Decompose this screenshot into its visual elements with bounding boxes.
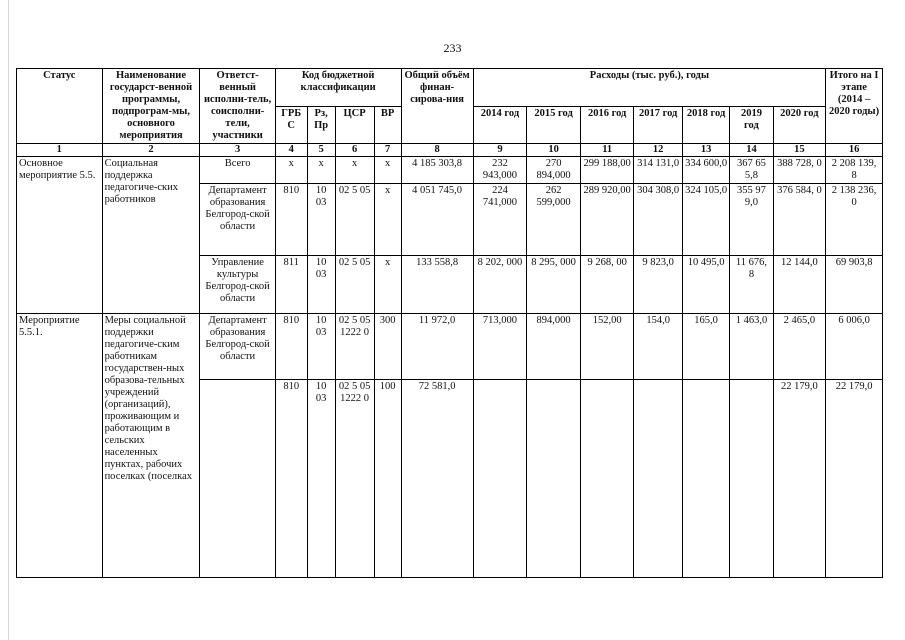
- column-number: 3: [200, 144, 275, 157]
- header-expenses: Расходы (тыс. руб.), годы: [473, 69, 826, 107]
- scan-edge-line: [8, 0, 9, 640]
- header-year-2015: 2015 год: [527, 106, 581, 144]
- value-2019-cell: [730, 380, 773, 578]
- name-cell: Меры социальной поддержки педагогиче-ским работникам государствен-ных образова-тельных учреждений (организаций), проживающим и работающим в сельских населенных пунктах, рабочих поселках (поселках: [102, 314, 200, 578]
- rzpr-cell: 10 03: [307, 256, 335, 314]
- total-cell: 4 185 303,8: [401, 157, 473, 184]
- csr-cell: 02 5 05 1222 0: [335, 380, 374, 578]
- value-2014-cell: 232 943,000: [473, 157, 527, 184]
- header-row-1: [17, 69, 883, 107]
- value-2020-cell: 2 465,0: [773, 314, 826, 380]
- column-number: 15: [773, 144, 826, 157]
- column-number: 10: [527, 144, 581, 157]
- column-number: 16: [826, 144, 883, 157]
- column-number: 8: [401, 144, 473, 157]
- value-2016-cell: 9 268, 00: [580, 256, 634, 314]
- value-2014-cell: 713,000: [473, 314, 527, 380]
- name-cell: Социальная поддержка педагогичe-ских работников: [102, 157, 200, 314]
- value-2017-cell: [634, 380, 682, 578]
- column-number: 6: [335, 144, 374, 157]
- value-2017-cell: 9 823,0: [634, 256, 682, 314]
- column-number: 9: [473, 144, 527, 157]
- total-cell: 11 972,0: [401, 314, 473, 380]
- value-2020-cell: 376 584, 0: [773, 184, 826, 256]
- header-year-2020: 2020 год: [773, 106, 826, 144]
- csr-cell: х: [335, 157, 374, 184]
- value-2016-cell: [580, 380, 634, 578]
- column-number: 11: [580, 144, 634, 157]
- header-year-2014: 2014 год: [473, 106, 527, 144]
- value-2014-cell: 224 741,000: [473, 184, 527, 256]
- value-2017-cell: 154,0: [634, 314, 682, 380]
- column-number: 14: [730, 144, 773, 157]
- value-2019-cell: 367 65 5,8: [730, 157, 773, 184]
- value-2019-cell: 11 676, 8: [730, 256, 773, 314]
- table-row: [17, 157, 883, 184]
- column-number-row: [17, 144, 883, 157]
- value-2020-cell: 12 144,0: [773, 256, 826, 314]
- value-2018-cell: 334 600,0: [682, 157, 729, 184]
- column-number: 13: [682, 144, 729, 157]
- executor-cell: [200, 380, 275, 578]
- vr-cell: 300: [374, 314, 401, 380]
- value-2017-cell: 314 131,0: [634, 157, 682, 184]
- header-executor: Ответст-венный исполни-тель, соисполни-тели, участники: [200, 69, 275, 144]
- grbs-cell: 810: [275, 184, 307, 256]
- column-number: 7: [374, 144, 401, 157]
- value-2018-cell: 165,0: [682, 314, 729, 380]
- total-cell: 72 581,0: [401, 380, 473, 578]
- header-year-2016: 2016 год: [580, 106, 634, 144]
- total-cell: 4 051 745,0: [401, 184, 473, 256]
- value-2015-cell: 262 599,000: [527, 184, 581, 256]
- stage-total-cell: 22 179,0: [826, 380, 883, 578]
- csr-cell: 02 5 05: [335, 184, 374, 256]
- header-name: Наименование государст-венной программы, подпрограм-мы, основного мероприятия: [102, 69, 200, 144]
- value-2015-cell: [527, 380, 581, 578]
- value-2020-cell: 22 179,0: [773, 380, 826, 578]
- value-2016-cell: 299 188,00: [580, 157, 634, 184]
- vr-cell: х: [374, 256, 401, 314]
- column-number: 1: [17, 144, 103, 157]
- column-number: 2: [102, 144, 200, 157]
- stage-total-cell: 2 138 236, 0: [826, 184, 883, 256]
- page-number: 233: [443, 41, 462, 55]
- value-2016-cell: 289 920,00: [580, 184, 634, 256]
- value-2018-cell: 10 495,0: [682, 256, 729, 314]
- header-budget-code: Код бюджетной классификации: [275, 69, 401, 107]
- value-2014-cell: 8 202, 000: [473, 256, 527, 314]
- value-2019-cell: 355 97 9,0: [730, 184, 773, 256]
- executor-cell: Департамент образования Белгород-ской области: [200, 314, 275, 380]
- rzpr-cell: х: [307, 157, 335, 184]
- value-2019-cell: 1 463,0: [730, 314, 773, 380]
- stage-total-cell: 69 903,8: [826, 256, 883, 314]
- status-cell: Мероприятие 5.5.1.: [17, 314, 103, 578]
- stage-total-cell: 2 208 139, 8: [826, 157, 883, 184]
- header-stage-total: Итого на I этапе (2014 – 2020 годы): [826, 69, 883, 144]
- value-2017-cell: 304 308,0: [634, 184, 682, 256]
- header-total-volume: Общий объём финан-сирова-ния: [401, 69, 473, 144]
- table-row: [17, 314, 883, 380]
- executor-cell: Всего: [200, 157, 275, 184]
- total-cell: 133 558,8: [401, 256, 473, 314]
- value-2014-cell: [473, 380, 527, 578]
- header-rzpr: Рз, Пр: [307, 106, 335, 144]
- header-vr: ВР: [374, 106, 401, 144]
- header-year-2019: 2019 год: [730, 106, 773, 144]
- status-cell: Основное мероприятие 5.5.: [17, 157, 103, 314]
- value-2018-cell: [682, 380, 729, 578]
- value-2018-cell: 324 105,0: [682, 184, 729, 256]
- column-number: 12: [634, 144, 682, 157]
- vr-cell: х: [374, 157, 401, 184]
- header-year-2017: 2017 год: [634, 106, 682, 144]
- value-2015-cell: 8 295, 000: [527, 256, 581, 314]
- header-status: Статус: [17, 69, 103, 144]
- rzpr-cell: 10 03: [307, 380, 335, 578]
- rzpr-cell: 10 03: [307, 184, 335, 256]
- value-2020-cell: 388 728, 0: [773, 157, 826, 184]
- value-2015-cell: 894,000: [527, 314, 581, 380]
- value-2016-cell: 152,00: [580, 314, 634, 380]
- grbs-cell: 811: [275, 256, 307, 314]
- grbs-cell: х: [275, 157, 307, 184]
- csr-cell: 02 5 05: [335, 256, 374, 314]
- rzpr-cell: 10 03: [307, 314, 335, 380]
- csr-cell: 02 5 05 1222 0: [335, 314, 374, 380]
- vr-cell: 100: [374, 380, 401, 578]
- header-grbs: ГРБ С: [275, 106, 307, 144]
- executor-cell: Департамент образования Белгород-ской области: [200, 184, 275, 256]
- grbs-cell: 810: [275, 314, 307, 380]
- header-csr: ЦСР: [335, 106, 374, 144]
- stage-total-cell: 6 006,0: [826, 314, 883, 380]
- grbs-cell: 810: [275, 380, 307, 578]
- column-number: 5: [307, 144, 335, 157]
- header-year-2018: 2018 год: [682, 106, 729, 144]
- vr-cell: х: [374, 184, 401, 256]
- budget-table: [16, 68, 883, 578]
- value-2015-cell: 270 894,000: [527, 157, 581, 184]
- column-number: 4: [275, 144, 307, 157]
- executor-cell: Управление культуры Белгород-ской области: [200, 256, 275, 314]
